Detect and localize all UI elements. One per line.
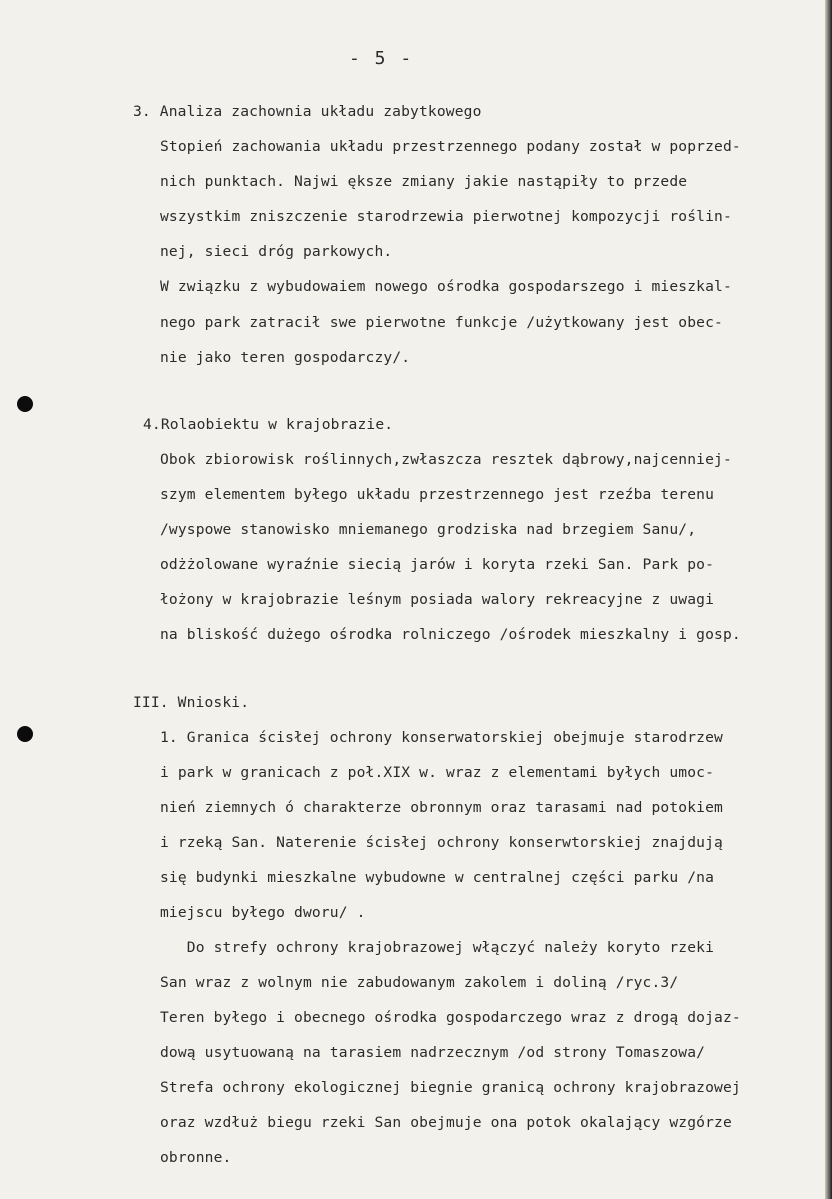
section-3-heading: 3. Analiza zachownia układu zabytkowego [133,103,482,120]
text-line: nej, sieci dróg parkowych. [160,243,393,260]
text-line: /wyspowe stanowisko mniemanego grodziska nad brzegiem Sanu/, [160,521,697,538]
text-line: Stopień zachowania układu przestrzennego podany został w poprzed- [160,138,741,155]
text-line: szym elementem byłego układu przestrzennego jest rzeźba terenu [160,486,715,503]
text-line: nich punktach. Najwi ększe zmiany jakie nastąpiły to przede [160,173,688,190]
text-line: na bliskość dużego ośrodka rolniczego /ośrodek mieszkalny i gosp. [160,626,741,643]
punch-hole-top [17,396,33,412]
text-line: obronne. [160,1149,232,1166]
section-iii-heading: III. Wnioski. [133,694,250,711]
text-line: nie jako teren gospodarczy/. [160,349,411,366]
text-line: Strefa ochrony ekologicznej biegnie granicą ochrony krajobrazowej [160,1079,741,1096]
text-line: dową usytuowaną na tarasiem nadrzecznym /od strony Tomaszowa/ [160,1044,706,1061]
text-line: Obok zbiorowisk roślinnych,zwłaszcza resztek dąbrowy,najcenniej- [160,451,732,468]
text-line: 1. Granica ścisłej ochrony konserwatorskiej obejmuje starodrzew [160,729,723,746]
text-line: Teren byłego i obecnego ośrodka gospodarczego wraz z drogą dojaz- [160,1009,741,1026]
text-line: i rzeką San. Naterenie ścisłej ochrony konserwtorskiej znajdują [160,834,723,851]
text-line: nego park zatracił swe pierwotne funkcje /użytkowany jest obec- [160,314,723,331]
text-line: odżżolowane wyraźnie siecią jarów i koryta rzeki San. Park po- [160,556,715,573]
page-number: - 5 - [349,48,414,69]
text-line: łożony w krajobrazie leśnym posiada walory rekreacyjne z uwagi [160,591,715,608]
page-edge-shadow [825,0,832,1199]
text-line: się budynki mieszkalne wybudowne w centralnej części parku /na [160,869,715,886]
text-line: i park w granicach z poł.XIX w. wraz z elementami byłych umoc- [160,764,715,781]
section-4-heading: 4.Rolaobiektu w krajobrazie. [143,416,394,433]
punch-hole-bottom [17,726,33,742]
text-line: San wraz z wolnym nie zabudowanym zakolem i doliną /ryc.3/ [160,974,679,991]
text-line: miejscu byłego dworu/ . [160,904,366,921]
text-line: oraz wzdłuż biegu rzeki San obejmuje ona potok okalający wzgórze [160,1114,732,1131]
text-line: Do strefy ochrony krajobrazowej włączyć należy koryto rzeki [160,939,715,956]
text-line: W związku z wybudowaiem nowego ośrodka gospodarszego i mieszkal- [160,278,732,295]
text-line: nień ziemnych ó charakterze obronnym oraz tarasami nad potokiem [160,799,723,816]
text-line: wszystkim zniszczenie starodrzewia pierwotnej kompozycji roślin- [160,208,732,225]
